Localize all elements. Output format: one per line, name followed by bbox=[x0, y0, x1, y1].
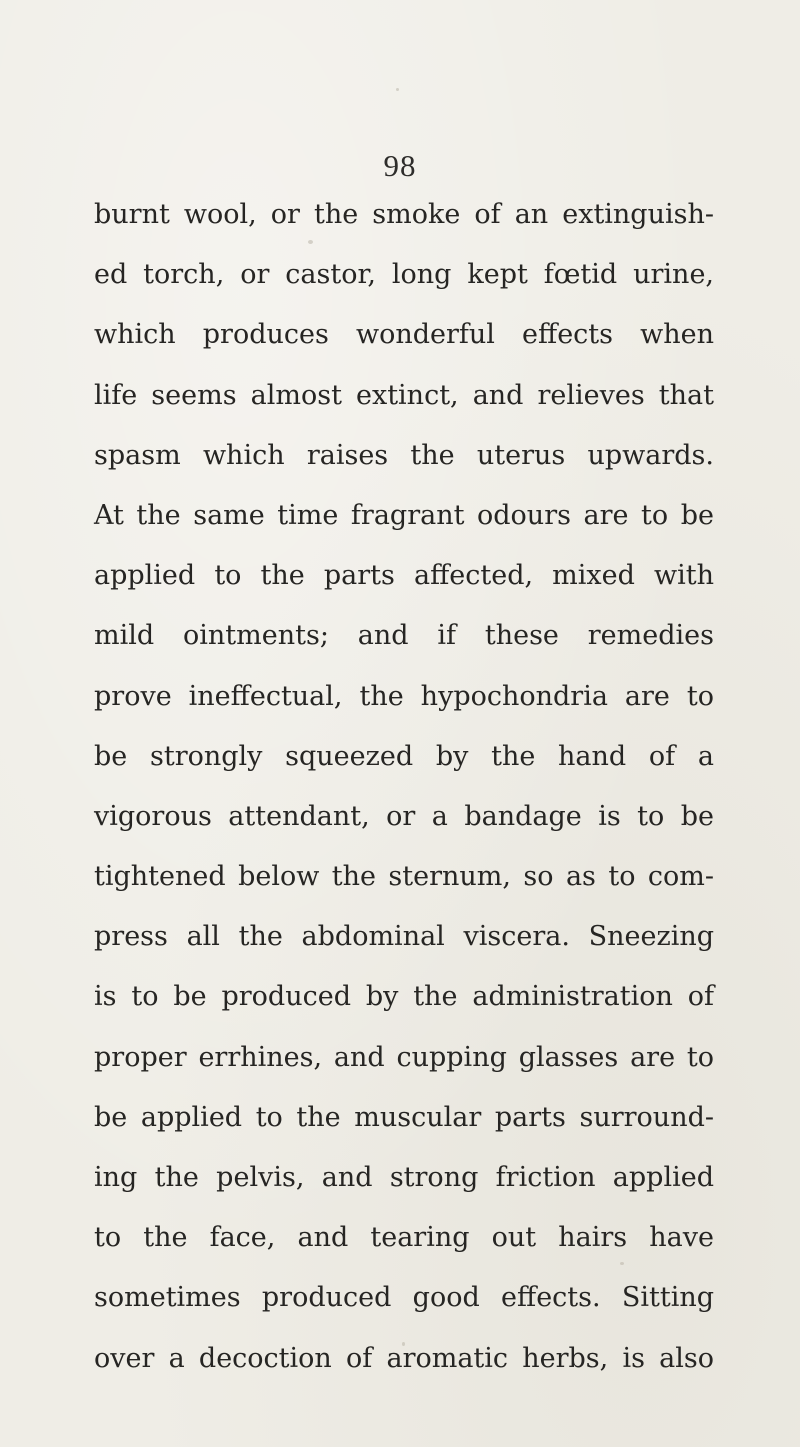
text-line: proper errhines, and cupping glasses are to bbox=[94, 1041, 714, 1073]
text-line: burnt wool, or the smoke of an extinguish- bbox=[94, 199, 714, 230]
text-line: be strongly squeezed by the hand of a bbox=[94, 740, 714, 772]
text-line: At the same time fragrant odours are to be bbox=[94, 499, 714, 531]
text-line: press all the abdominal viscera. Sneezing bbox=[94, 921, 714, 953]
paper-speck bbox=[396, 88, 399, 91]
page-number: 98 bbox=[383, 148, 417, 183]
text-line: be applied to the muscular parts surround- bbox=[94, 1101, 714, 1133]
text-line: mild ointments; and if these remedies bbox=[94, 620, 714, 652]
text-line: applied to the parts affected, mixed with bbox=[94, 560, 714, 592]
text-line: to the face, and tearing out hairs have bbox=[94, 1222, 714, 1254]
text-line: vigorous attendant, or a bandage is to be bbox=[94, 800, 714, 832]
text-line: ed torch, or castor, long kept fœtid urine, bbox=[94, 259, 714, 291]
text-line: ing the pelvis, and strong friction applied bbox=[94, 1162, 714, 1193]
text-line: spasm which raises the uterus upwards. bbox=[94, 439, 714, 471]
text-line: sometimes produced good effects. Sitting bbox=[94, 1282, 714, 1314]
text-line: which produces wonderful effects when bbox=[94, 319, 714, 351]
text-line: is to be produced by the administration of bbox=[94, 981, 714, 1013]
text-line: over a decoction of aromatic herbs, is also bbox=[94, 1342, 714, 1374]
text-line: life seems almost extinct, and relieves that bbox=[94, 379, 714, 411]
body-text bbox=[94, 185, 714, 1389]
text-line: prove ineffectual, the hypochondria are to bbox=[94, 680, 714, 712]
text-line: tightened below the sternum, so as to com- bbox=[94, 861, 714, 893]
